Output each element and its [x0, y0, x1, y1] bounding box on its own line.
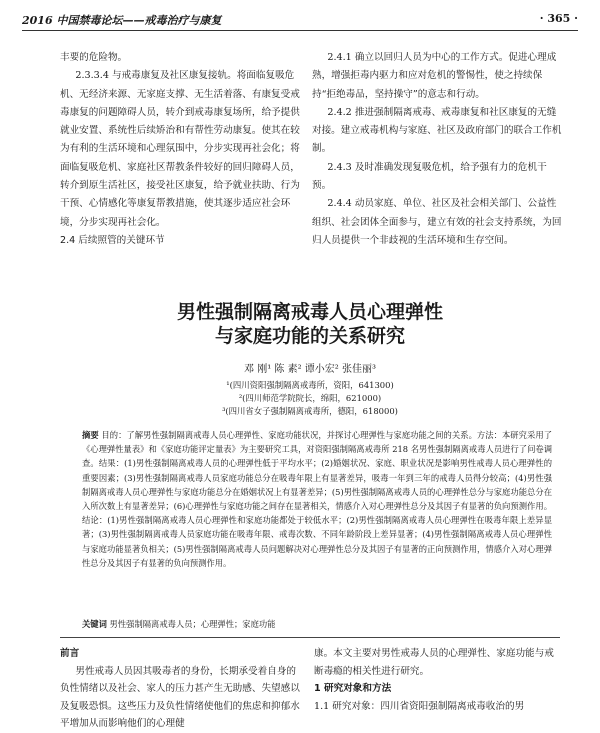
keywords [82, 618, 552, 631]
left-paragraph-2: 2.3.3.4 与戒毒康复及社区康复接轨。将面临复吸危机、无经济来源、无家庭支撑、无生活着落、有康复受戒毒康复的问题障碍人员，转介到戒毒康复场所，给予提供就业安置、系统性后续矫治和有帮性劳动康复。使其在较为有利的生活环境和心理氛围中，分步实现再社会化；将面临复吸危机、家庭社区帮教条件较好的回归障碍人员，转介到原生活社区，接受社区康复，给予就业扶助、行为干预、心情感化等康复帮教措施，使其逐步适应社会环境，分步实现再社会化。 [60, 70, 300, 228]
affiliation-2: ²(四川师范学院院长，绵阳，621000) [238, 393, 382, 403]
affiliations [60, 379, 560, 418]
affiliation-3: ³(四川省女子强制隔离戒毒所，德阳，618000) [222, 406, 398, 416]
right-paragraph-3: 2.4.3 及时准确发现复吸危机，给予强有力的危机干预。 [312, 161, 547, 192]
keywords-text: 男性强制隔离戒毒人员；心理弹性；家庭功能 [109, 619, 276, 629]
intro-left-column [60, 645, 300, 733]
abstract [82, 428, 552, 570]
affiliation-1: ¹(四川资阳强制隔离戒毒所，资阳，641300) [226, 380, 394, 390]
title-line-2: 与家庭功能的关系研究 [214, 325, 405, 347]
right-paragraph-1: 2.4.1 确立以回归人员为中心的工作方式。促进心理成熟，增强拒毒内驱力和应对危机的警惕性，使之持续保持“拒绝毒品，坚持操守”的意志和行动。 [312, 52, 557, 100]
right-column [312, 49, 562, 250]
intro-paragraph: 男性戒毒人员因其吸毒者的身份，长期承受着自身的负性情绪以及社会、家人的压力甚产生无助感、失望感以及复吸恐惧。这些压力及负性情绪使他们的焦虑和抑郁水平增加从而影响他们的心理健 [60, 665, 300, 729]
intro-right-column [314, 645, 562, 715]
abstract-label: 摘要 [82, 430, 99, 440]
author-list: 邓 刚¹ 陈 素² 谭小宏² 张佳丽³ [244, 364, 376, 375]
page-number: · 365 · [539, 12, 578, 25]
article-title [60, 300, 560, 348]
abstract-divider [60, 637, 560, 638]
section-heading-2-4: 2.4 后续照管的关键环节 [60, 234, 165, 246]
header-rule [22, 30, 578, 31]
title-line-1: 男性强制隔离戒毒人员心理弹性 [176, 301, 443, 323]
keywords-label: 关键词 [82, 619, 107, 629]
intro-heading: 前言 [60, 648, 80, 659]
left-paragraph-1: 丰要的危险物。 [60, 52, 128, 63]
section-1-heading: 1 研究对象和方法 [314, 683, 392, 694]
left-column [60, 49, 300, 250]
section-1-1-text: 1.1 研究对象：四川省资阳强制隔离戒毒收治的男 [314, 700, 525, 712]
page-header [22, 10, 578, 32]
running-head: 2016 中国禁毒论坛——戒毒治疗与康复 [22, 14, 222, 27]
abstract-text: 目的：了解男性强制隔离戒毒人员心理弹性、家庭功能状况，并探讨心理弹性与家庭功能之间的关系。方法：本研究采用了《心理弹性量表》和《家庭功能评定量表》为主要研究工具，对资阳强制隔离戒毒所 218 名男性强制隔离戒毒人员进行了问卷调查。结果：(1)男性强制隔离戒毒人员的心理弹性低于平均水平；(2)婚姻状况、家庭、职业状况是影响男性戒毒人员心理弹性的重要因素；(3)男性强制隔离戒毒人员家庭功能总分在吸毒年限上有显著差异，吸毒一年到三年的戒毒人员得分较高；(4)男性强制隔离戒毒人员心理弹性与家庭功能总分在婚姻状况上有显著差异；(5)男性强制隔离戒毒人员的心理弹性总分与家庭功能总分在入所次数上有显著差异；(6)心理弹性与家庭功能之间存在显著相关，情感介入对心理弹性总分及其因子有显著的负向预测作用。结论：(1)男性强制隔离戒毒人员心理弹性和家庭功能都处于较低水平；(2)男性强制隔离戒毒人员心理弹性在吸毒年限上差异显著；(3)男性强制隔离戒毒人员家庭功能在吸毒年限、戒毒次数、不同年龄阶段上差异显著；(4)男性强制隔离戒毒人员心理弹性与家庭功能显著负相关；(5)男性强制隔离戒毒人员问题解决对心理弹性总分及其因子有显著的正向预测作用，情感介入对心理弹性总分及其因子有显著的负向预测作用。 [82, 430, 552, 568]
right-paragraph-2: 2.4.2 推进强制隔离戒毒、戒毒康复和社区康复的无缝对接。建立戒毒机构与家庭、社区及政府部门的联合工作机制。 [312, 106, 562, 155]
right-paragraph-4: 2.4.4 动员家庭、单位、社区及社会相关部门、公益性组织、社会团体全面参与，建立有效的社会支持系统，为回归人员提供一个非歧视的生活环境和生存空间。 [312, 198, 562, 246]
intro-continuation: 康。本文主要对男性戒毒人员的心理弹性、家庭功能与戒断毒瘾的相关性进行研究。 [314, 648, 554, 677]
